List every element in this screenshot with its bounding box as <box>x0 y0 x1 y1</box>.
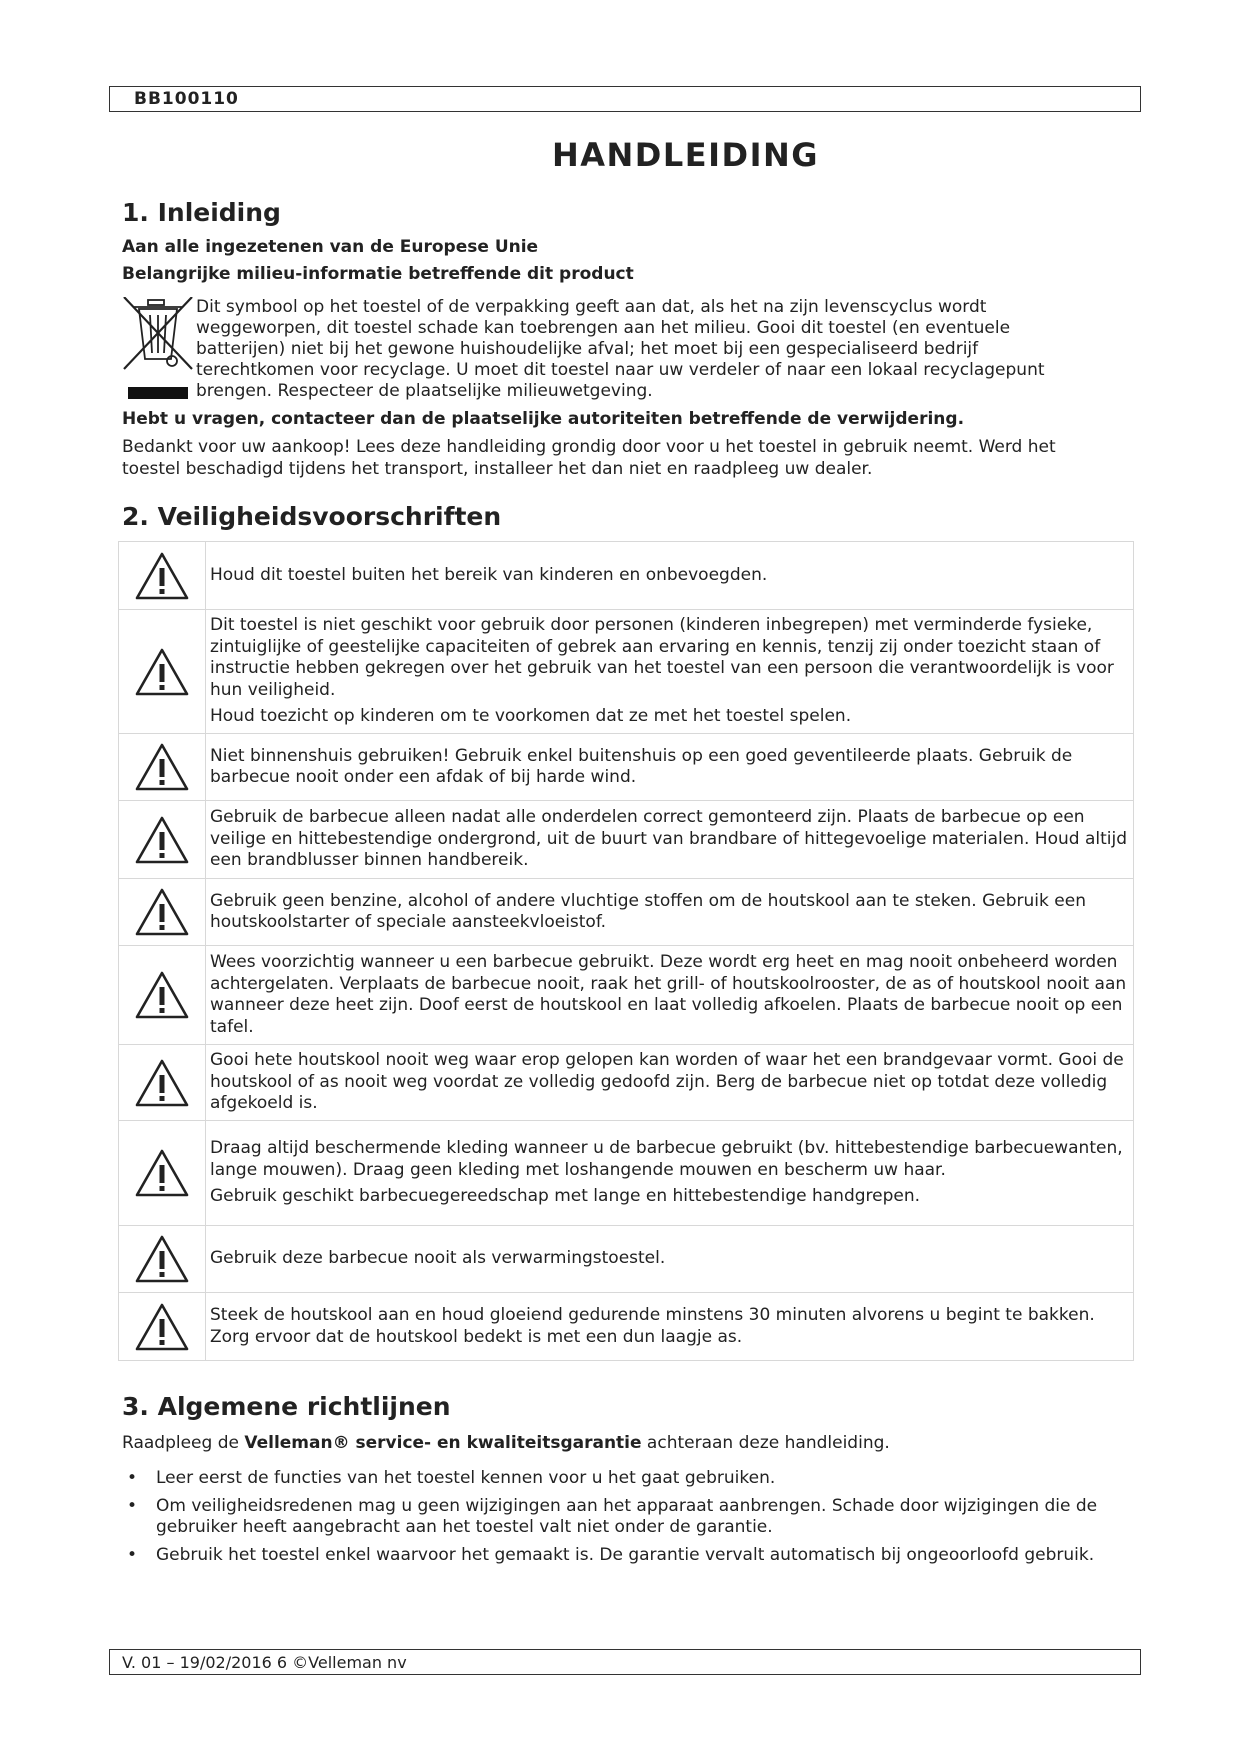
safety-icon-cell <box>119 542 206 610</box>
safety-row <box>119 542 1134 610</box>
warning-icon <box>134 1234 190 1284</box>
section-heading-intro: 1. Inleiding <box>122 198 281 227</box>
warning-icon <box>134 815 190 865</box>
safety-icon-cell <box>119 1226 206 1293</box>
safety-table <box>118 541 1134 1361</box>
warning-icon <box>134 647 190 697</box>
safety-text-cell <box>206 734 1134 801</box>
safety-text-cell <box>206 801 1134 879</box>
safety-text: Gooi hete houtskool nooit weg waar erop gelopen kan worden of waar het een brandgevaar vormt. Gooi de houtskool of as nooit weg voordat ze volledig gedoofd zijn. Berg de barbecue niet op totdat deze volledig afgekoeld is. <box>210 1050 1124 1114</box>
safety-text: Wees voorzichtig wanneer u een barbecue gebruikt. Deze wordt erg heet en mag nooit onbeheerd worden achtergelaten. Verplaats de barbecue nooit, raak het grill- of houtskoolrooster, de as of houtskool nooit aan wanneer deze heet zijn. Doof eerst de houtskool en laat volledig afkoelen. Plaats de barbecue nooit op een tafel. <box>210 952 1127 1037</box>
safety-row <box>119 801 1134 879</box>
safety-text-cell <box>206 1121 1134 1226</box>
safety-row <box>119 610 1134 734</box>
safety-row <box>119 879 1134 946</box>
safety-text-cell <box>206 542 1134 610</box>
safety-icon-cell <box>119 1293 206 1361</box>
safety-icon-cell <box>119 801 206 879</box>
warning-icon <box>134 551 190 601</box>
safety-text: Houd toezicht op kinderen om te voorkomen dat ze met het toestel spelen. <box>210 706 852 727</box>
warning-icon <box>134 1302 190 1352</box>
bullet-icon: • <box>127 1544 138 1565</box>
safety-icon-cell <box>119 879 206 946</box>
thanks-line: toestel beschadigd tijdens het transport, installeer het dan niet en raadpleeg uw dealer. <box>122 459 873 479</box>
list-item <box>122 1468 1132 1490</box>
thanks-line: Bedankt voor uw aankoop! Lees deze handleiding grondig door voor u het toestel in gebruik neemt. Werd het <box>122 437 1056 457</box>
safety-text: Gebruik geen benzine, alcohol of andere vluchtige stoffen om de houtskool aan te steken. Gebruik een houtskoolstarter of speciale aansteekvloeistof. <box>210 890 1086 932</box>
safety-row <box>119 734 1134 801</box>
safety-text-cell <box>206 946 1134 1045</box>
questions-line: Hebt u vragen, contacteer dan de plaatselijke autoriteiten betreffende de verwijdering. <box>122 409 965 429</box>
weee-line: Dit symbool op het toestel of de verpakking geeft aan dat, als het na zijn levenscyclus wordt <box>196 297 987 317</box>
warranty-text-bold: Velleman® service- en kwaliteitsgarantie <box>244 1433 642 1453</box>
safety-text: Gebruik de barbecue alleen nadat alle onderdelen correct gemonteerd zijn. Plaats de barbecue op een veilige en hittebestendige ondergrond, uit de buurt van brandbare of hittegevoelige materialen. Houd altijd een brandblusser binnen handbereik. <box>210 807 1128 871</box>
safety-row <box>119 946 1134 1045</box>
environment-info-line: Belangrijke milieu-informatie betreffende dit product <box>122 264 634 284</box>
safety-icon-cell <box>119 1121 206 1226</box>
weee-text <box>196 297 1196 402</box>
warning-icon <box>134 970 190 1020</box>
safety-text-cell <box>206 1293 1134 1361</box>
section-heading-safety: 2. Veiligheidsvoorschriften <box>122 502 502 531</box>
safety-row <box>119 1226 1134 1293</box>
footer-box <box>109 1649 1141 1675</box>
weee-line: weggeworpen, dit toestel schade kan toebrengen aan het milieu. Gooi dit toestel (en eventuele <box>196 318 1011 338</box>
bullet-icon: • <box>127 1468 138 1488</box>
footer-text: V. 01 – 19/02/2016 6 ©Velleman nv <box>122 1653 407 1672</box>
list-item-text: Gebruik het toestel enkel waarvoor het gemaakt is. De garantie vervalt automatisch bij ongeoorloofd gebruik. <box>156 1544 1095 1565</box>
crossed-bin-icon <box>122 297 194 405</box>
weee-line: terechtkomen voor recyclage. U moet dit toestel naar uw verdeler of naar een lokaal recyclagepunt <box>196 360 1045 380</box>
safety-text-cell <box>206 879 1134 946</box>
safety-text: Houd dit toestel buiten het bereik van kinderen en onbevoegden. <box>210 564 768 585</box>
header-code-box <box>109 86 1141 112</box>
safety-text: Gebruik deze barbecue nooit als verwarmingstoestel. <box>210 1248 666 1269</box>
safety-icon-cell <box>119 734 206 801</box>
general-guidelines-list <box>122 1468 1132 1572</box>
document-title: HANDLEIDING <box>551 136 820 174</box>
safety-text-cell <box>206 1226 1134 1293</box>
safety-row <box>119 1293 1134 1361</box>
safety-row <box>119 1045 1134 1121</box>
safety-text-cell <box>206 1045 1134 1121</box>
thanks-paragraph <box>122 436 1122 480</box>
safety-icon-cell <box>119 610 206 734</box>
safety-text: Steek de houtskool aan en houd gloeiend gedurende minstens 30 minuten alvorens u begint te bakken. Zorg ervoor dat de houtskool bedekt is met een dun laagje as. <box>210 1305 1095 1347</box>
section-heading-general: 3. Algemene richtlijnen <box>122 1392 451 1421</box>
safety-icon-cell <box>119 946 206 1045</box>
safety-text: Draag altijd beschermende kleding wanneer u de barbecue gebruikt (bv. hittebestendige barbecuewanten, lange mouwen). Draag geen kleding met loshangende mouwen en bescherm uw haar. <box>210 1138 1123 1180</box>
product-code: BB100110 <box>134 89 239 109</box>
eu-residents-line: Aan alle ingezetenen van de Europese Unie <box>122 237 539 257</box>
warning-icon <box>134 1058 190 1108</box>
list-item-text: Leer eerst de functies van het toestel kennen voor u het gaat gebruiken. <box>156 1468 776 1488</box>
warranty-reference <box>122 1432 1122 1454</box>
warranty-text-before: Raadpleeg de <box>122 1433 245 1453</box>
list-item <box>122 1545 1132 1567</box>
safety-text: Niet binnenshuis gebruiken! Gebruik enkel buitenshuis op een goed geventileerde plaats. Gebruik de barbecue nooit onder een afdak of bij harde wind. <box>210 745 1073 787</box>
safety-text: Gebruik geschikt barbecuegereedschap met lange en hittebestendige handgrepen. <box>210 1186 921 1207</box>
safety-text: Dit toestel is niet geschikt voor gebruik door personen (kinderen inbegrepen) met verminderde fysieke, zintuiglijke of geestelijke capaciteiten of gebrek aan ervaring en kennis, tenzij zij onder toezicht staan of instructie hebben gekregen over het gebruik van het toestel van een persoon die verantwoordelijk is voor hun veiligheid. <box>210 615 1114 700</box>
list-item-text: Om veiligheidsredenen mag u geen wijzigingen aan het apparaat aanbrengen. Schade door wijzigingen die de gebruiker heeft aangebracht aan het toestel valt niet onder de garantie. <box>156 1495 1098 1537</box>
warning-icon <box>134 742 190 792</box>
bullet-icon: • <box>127 1495 138 1516</box>
safety-row <box>119 1121 1134 1226</box>
warning-icon <box>134 1148 190 1198</box>
weee-line: batterijen) niet bij het gewone huishoudelijke afval; het moet bij een gespecialiseerd bedrijf <box>196 339 979 359</box>
safety-icon-cell <box>119 1045 206 1121</box>
list-item <box>122 1496 1132 1539</box>
warning-icon <box>134 887 190 937</box>
safety-text-cell <box>206 610 1134 734</box>
weee-line: brengen. Respecteer de plaatselijke milieuwetgeving. <box>196 381 653 401</box>
warranty-text-after: achteraan deze handleiding. <box>641 1433 890 1453</box>
